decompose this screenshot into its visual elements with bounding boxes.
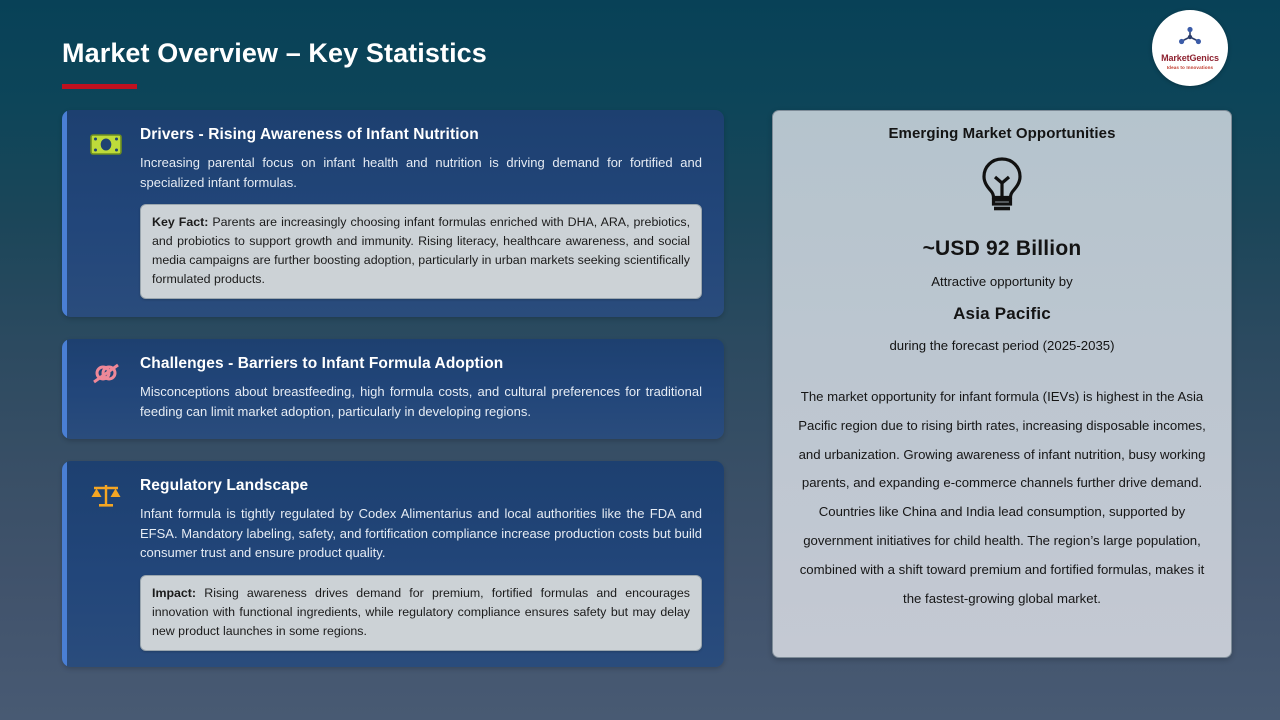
- banknote-icon: [88, 128, 124, 162]
- logo-tagline: Ideas to Innovations: [1166, 64, 1214, 70]
- callout-text: Rising awareness drives demand for premium, fortified formulas and encourages innovation with functional ingredients, while regulatory compliance ensures safety but may delay new product launches in some regions.: [152, 585, 690, 638]
- card-accent-bar: [62, 461, 67, 667]
- card-accent-bar: [62, 110, 67, 317]
- market-value: ~USD 92 Billion: [922, 237, 1082, 260]
- card-callout: [140, 575, 702, 651]
- balance-scale-icon: [88, 479, 124, 513]
- card-callout: [140, 204, 702, 299]
- card-accent-bar: [62, 339, 67, 439]
- card-title: Drivers - Rising Awareness of Infant Nutrition: [140, 126, 479, 143]
- statistics-card-list: [62, 110, 724, 689]
- callout-text: Parents are increasingly choosing infant formulas enriched with DHA, ARA, prebiotics, and probiotics to support growth and immunity. Rising literacy, healthcare awareness, and social media campaigns are further boosting adoption, particularly in urban markets seeking scientifically formulated products.: [152, 215, 691, 286]
- callout-label: Key Fact:: [152, 215, 209, 229]
- callout-label: Impact:: [152, 585, 197, 600]
- page-title: Market Overview – Key Statistics: [62, 38, 487, 68]
- emerging-market-opportunities-panel: [772, 110, 1232, 658]
- broken-link-icon: [88, 357, 124, 391]
- card-body: Misconceptions about breastfeeding, high formula costs, and cultural preferences for traditional feeding can limit market adoption, particularly in developing regions.: [140, 384, 702, 419]
- card-body: Infant formula is tightly regulated by Codex Alimentarius and local authorities like the FDA and EFSA. Mandatory labeling, safety, and fortification compliance increase production costs but build consumer trust and ensure product quality.: [140, 506, 702, 560]
- logo-name: MarketGenics: [1161, 53, 1219, 63]
- card-challenges[interactable]: [62, 339, 724, 439]
- card-title: Regulatory Landscape: [140, 477, 309, 494]
- card-regulatory[interactable]: [62, 461, 724, 667]
- brand-logo: [1152, 10, 1228, 86]
- forecast-period: during the forecast period (2025-2035): [889, 338, 1115, 353]
- lightbulb-icon: [791, 156, 1213, 219]
- molecule-node-icon: [1177, 26, 1203, 53]
- title-accent-bar: [62, 84, 137, 89]
- opportunity-region: Asia Pacific: [953, 304, 1051, 323]
- card-title: Challenges - Barriers to Infant Formula Adoption: [140, 355, 504, 372]
- card-body: Increasing parental focus on infant health and nutrition is driving demand for fortified and specialized infant formulas.: [140, 155, 702, 190]
- card-drivers[interactable]: [62, 110, 724, 317]
- opportunity-description: The market opportunity for infant formula (IEVs) is highest in the Asia Pacific region due to rising birth rates, increasing disposable incomes, and urbanization. Growing awareness of infant nutrition, busy working parents, and expanding e-commerce channels further drive demand. Countries like China and India lead consumption, supported by government initiatives for child health. The region’s large population, combined with a shift toward premium and fortified formulas, makes it the fastest-growing global market.: [798, 389, 1206, 606]
- panel-heading: Emerging Market Opportunities: [888, 125, 1116, 142]
- opportunity-subtitle: Attractive opportunity by: [931, 274, 1073, 289]
